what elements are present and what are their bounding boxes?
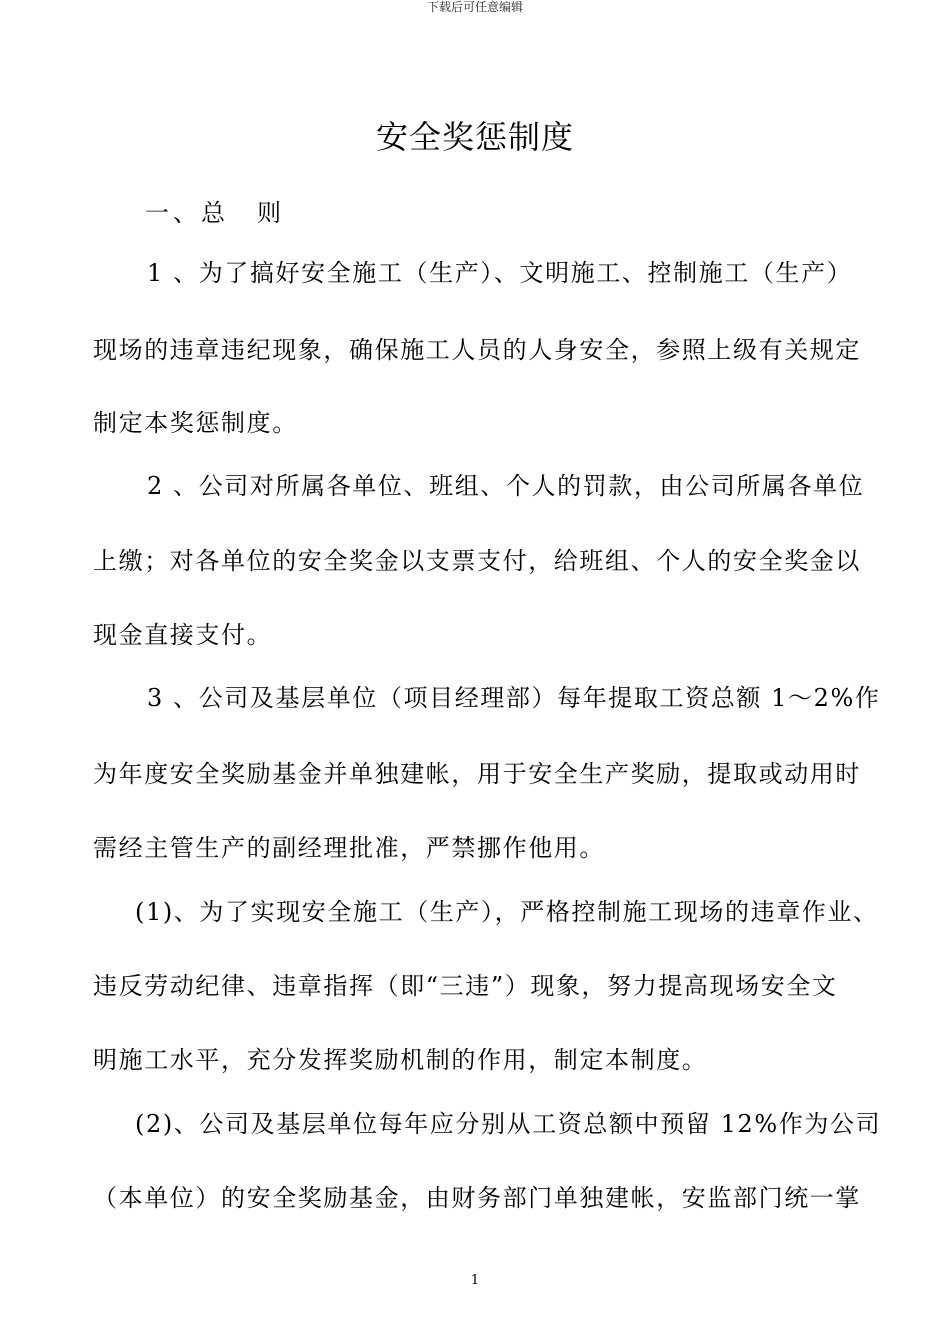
paragraph-line: 3 、公司及基层单位（项目经理部）每年提取工资总额 1～2%作 [147, 684, 881, 712]
paragraph-line: （本单位）的安全奖励基金，由财务部门单独建帐，安监部门统一掌 [93, 1184, 861, 1212]
paragraph-line: (1)、为了实现安全施工（生产），严格控制施工现场的违章作业、 [135, 898, 879, 926]
paragraph-line: 违反劳动纪律、违章指挥（即“三违”）现象，努力提高现场安全文 [93, 972, 838, 1000]
paragraph-line: 现场的违章违纪现象，确保施工人员的人身安全，参照上级有关规定 [93, 336, 861, 364]
paragraph-line: 为年度安全奖励基金并单独建帐，用于安全生产奖励，提取或动用时 [93, 760, 861, 788]
document-title: 安全奖惩制度 [375, 118, 574, 156]
paragraph-line: 上缴；对各单位的安全奖金以支票支付，给班组、个人的安全奖金以 [93, 547, 861, 575]
paragraph-line: 2 、公司对所属各单位、班组、个人的罚款，由公司所属各单位 [147, 472, 865, 500]
paragraph-line: (2)、公司及基层单位每年应分别从工资总额中预留 12%作为公司 [135, 1110, 882, 1138]
paragraph-line: 需经主管生产的副经理批准，严禁挪作他用。 [93, 834, 605, 862]
paragraph-line: 制定本奖惩制度。 [93, 409, 298, 437]
paragraph-line: 现金直接支付。 [93, 621, 273, 649]
paragraph-line: 1 、为了搞好安全施工（生产）、文明施工、控制施工（生产） [147, 259, 853, 287]
paragraph-line: 明施工水平，充分发挥奖励机制的作用，制定本制度。 [93, 1046, 708, 1074]
page-number: 1 [470, 1273, 480, 1288]
header-note: 下载后可任意编辑 [426, 0, 523, 14]
section-heading: 一、总 则 [145, 199, 285, 227]
